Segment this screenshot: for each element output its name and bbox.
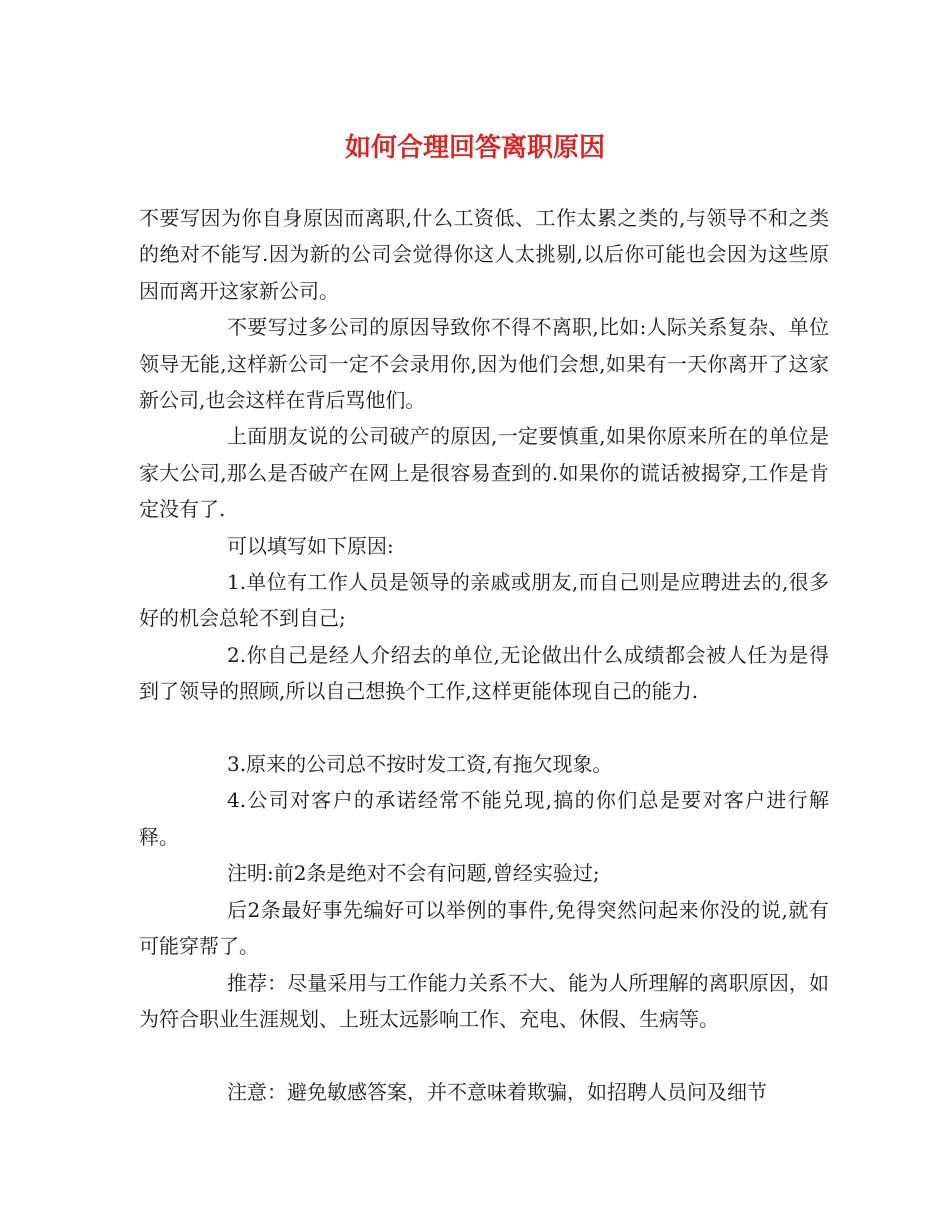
list-item-reason-3: 3.原来的公司总不按时发工资,有拖欠现象。 xyxy=(227,752,613,777)
list-item-reason-4: 4.公司对客户的承诺经常不能兑现,搞的你们总是要对客户进行解释。 xyxy=(139,788,829,849)
document-body xyxy=(139,200,829,1110)
note-first-two: 注明:前2条是绝对不会有问题,曾经实验过; xyxy=(227,861,600,886)
recommendation-paragraph: 推荐：尽量采用与工作能力关系不大、能为人所理解的离职原因，如为符合职业生涯规划、上班太远影响工作、充电、休假、生病等。 xyxy=(139,970,829,1031)
paragraph-too-many-company-reasons: 不要写过多公司的原因导致你不得不离职,比如:人际关系复杂、单位领导无能,这样新公司一定不会录用你,因为他们会想,如果有一天你离开了这家新公司,也会这样在背后骂他们。 xyxy=(139,315,829,413)
paragraph-reasons-heading: 可以填写如下原因: xyxy=(227,533,394,558)
paragraph-bankruptcy-caution: 上面朋友说的公司破产的原因,一定要慎重,如果你原来所在的单位是家大公司,那么是否破产在网上是很容易查到的.如果你的谎话被揭穿,工作是肯定没有了. xyxy=(139,424,829,522)
note-last-two: 后2条最好事先编好可以举例的事件,免得突然问起来你没的说,就有可能穿帮了。 xyxy=(139,897,829,959)
document-title: 如何合理回答离职原因 xyxy=(344,133,605,163)
caution-paragraph: 注意：避免敏感答案，并不意味着欺骗，如招聘人员问及细节 xyxy=(227,1079,767,1104)
list-item-reason-2: 2.你自己是经人介绍去的单位,无论做出什么成绩都会被人任为是得到了领导的照顾,所以自己想换个工作,这样更能体现自己的能力. xyxy=(139,642,829,704)
paragraph-intro: 不要写因为你自身原因而离职,什么工资低、工作太累之类的,与领导不和之类的绝对不能写.因为新的公司会觉得你这人太挑剔,以后你可能也会因为这些原因而离开这家新公司。 xyxy=(139,206,829,303)
list-item-reason-1: 1.单位有工作人员是领导的亲戚或朋友,而自己则是应聘进去的,很多好的机会总轮不到自己; xyxy=(139,570,829,631)
